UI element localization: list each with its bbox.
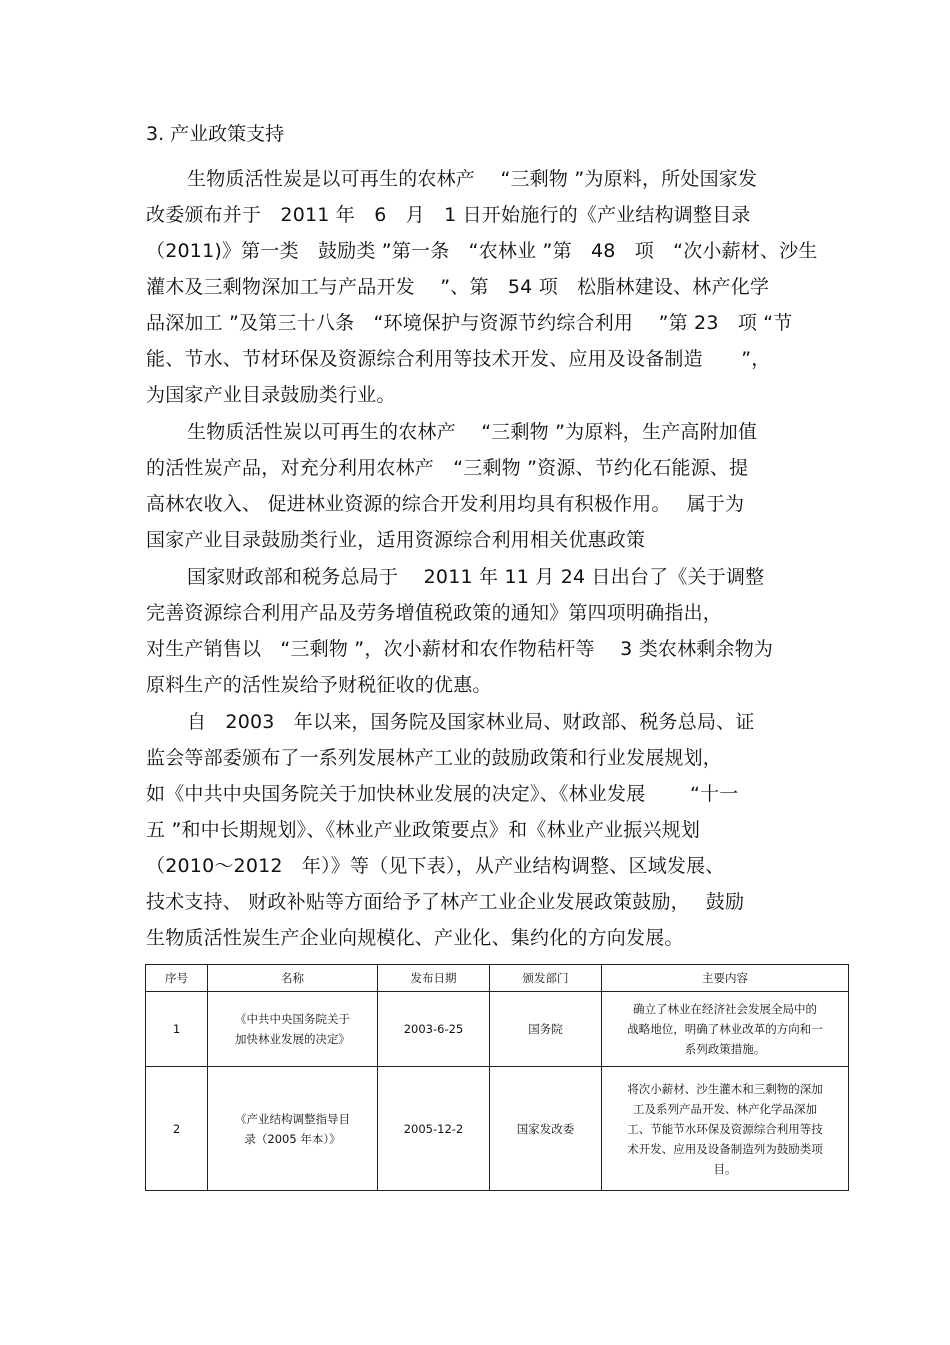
table-header-row xyxy=(146,965,849,992)
body-text-line: 高林农收入、 促进林业资源的综合开发利用均具有积极作用。 属于为 xyxy=(146,493,745,515)
body-text-line: 对生产销售以 “三剩物 ”，次小薪材和农作物秸杆等 3 类农林剩余物为 xyxy=(146,638,774,660)
cell-no: 2 xyxy=(146,1067,208,1191)
cell-dept: 国家发改委 xyxy=(490,1067,602,1191)
cell-content-line: 工、节能节水环保及资源综合利用等技 xyxy=(627,1121,823,1136)
cell-name xyxy=(208,1067,378,1191)
body-text-line: 改委颁布并于 2011 年 6 月 1 日开始施行的《产业结构调整目录 xyxy=(146,204,751,226)
body-text-line: 技术支持、 财政补贴等方面给予了林产工业企业发展政策鼓励， 鼓励 xyxy=(146,891,745,913)
body-text-line: 的活性炭产品，对充分利用农林产 “三剩物 ”资源、节约化石能源、提 xyxy=(146,457,749,479)
cell-content-line: 工及系列产品开发、林产化学品深加 xyxy=(633,1101,817,1116)
body-text-line: 监会等部委颁布了一系列发展林产工业的鼓励政策和行业发展规划， xyxy=(146,747,723,769)
cell-content xyxy=(602,992,849,1067)
cell-content-line: 术开发、应用及设备制造列为鼓励类项 xyxy=(627,1141,823,1156)
body-text-line: 如《中共中央国务院关于加快林业发展的决定》、《林业发展 “十一 xyxy=(146,783,739,805)
cell-name-line: 录（2005 年本）》 xyxy=(244,1131,341,1146)
table-row xyxy=(146,992,849,1067)
cell-name-line: 《中共中央国务院关于 xyxy=(235,1012,350,1026)
cell-date: 2005-12-2 xyxy=(378,1067,490,1191)
cell-dept: 国务院 xyxy=(490,992,602,1067)
cell-date: 2003-6-25 xyxy=(378,992,490,1067)
policy-table xyxy=(145,964,849,1191)
cell-content-line: 将次小薪材、沙生灌木和三剩物的深加 xyxy=(627,1081,823,1096)
cell-content-line: 系列政策措施。 xyxy=(684,1042,766,1056)
body-text-line: 国家产业目录鼓励类行业，适用资源综合利用相关优惠政策 xyxy=(146,529,646,551)
cell-content xyxy=(602,1067,849,1191)
body-text-line: 完善资源综合利用产品及劳务增值税政策的通知》第四项明确指出， xyxy=(146,602,723,624)
body-text-line: 自 2003 年以来，国务院及国家林业局、财政部、税务总局、证 xyxy=(187,711,755,733)
column-header-content: 主要内容 xyxy=(602,965,849,992)
column-header-no: 序号 xyxy=(146,965,208,992)
body-text-line: 生物质活性炭以可再生的农林产 “三剩物 ”为原料，生产高附加值 xyxy=(187,421,758,443)
body-text-line: （2011)》第一类 鼓励类 ”第一条 “农林业 ”第 48 项 “次小薪材、沙生 xyxy=(146,240,818,262)
body-text-line: 国家财政部和税务总局于 2011 年 11 月 24 日出台了《关于调整 xyxy=(187,566,765,588)
cell-name xyxy=(208,992,378,1067)
cell-no: 1 xyxy=(146,992,208,1067)
body-text-line: 为国家产业目录鼓励类行业。 xyxy=(146,384,396,406)
body-text-line: 能、节水、节材环保及资源综合利用等技术开发、应用及设备制造 ”， xyxy=(146,348,771,370)
body-text-line: 生物质活性炭生产企业向规模化、产业化、集约化的方向发展。 xyxy=(146,927,684,949)
column-header-dept: 颁发部门 xyxy=(490,965,602,992)
cell-content-line: 目。 xyxy=(713,1161,737,1176)
body-text-line: （2010～2012 年）》等（见下表），从产业结构调整、区域发展、 xyxy=(146,855,725,877)
body-text-line: 生物质活性炭是以可再生的农林产 “三剩物 ”为原料，所处国家发 xyxy=(187,168,758,190)
cell-content-line: 确立了林业在经济社会发展全局中的 xyxy=(633,1002,817,1016)
section-heading: 3. 产业政策支持 xyxy=(146,123,285,145)
column-header-name: 名称 xyxy=(208,965,378,992)
cell-name-line: 加快林业发展的决定》 xyxy=(235,1032,350,1046)
cell-name-line: 《产业结构调整指导目 xyxy=(235,1111,350,1126)
body-text-line: 五 ”和中长期规划》、《林业产业政策要点》和《林业产业振兴规划 xyxy=(146,819,701,841)
body-text-line: 原料生产的活性炭给予财税征收的优惠。 xyxy=(146,674,492,696)
column-header-date: 发布日期 xyxy=(378,965,490,992)
body-text-line: 品深加工 ”及第三十八条 “环境保护与资源节约综合利用 ”第 23 项 “节 xyxy=(146,312,793,334)
cell-content-line: 战略地位，明确了林业改革的方向和一 xyxy=(627,1022,823,1036)
body-text-line: 灌木及三剩物深加工与产品开发 ”、第 54 项 松脂林建设、林产化学 xyxy=(146,276,770,298)
table-row xyxy=(146,1067,849,1191)
